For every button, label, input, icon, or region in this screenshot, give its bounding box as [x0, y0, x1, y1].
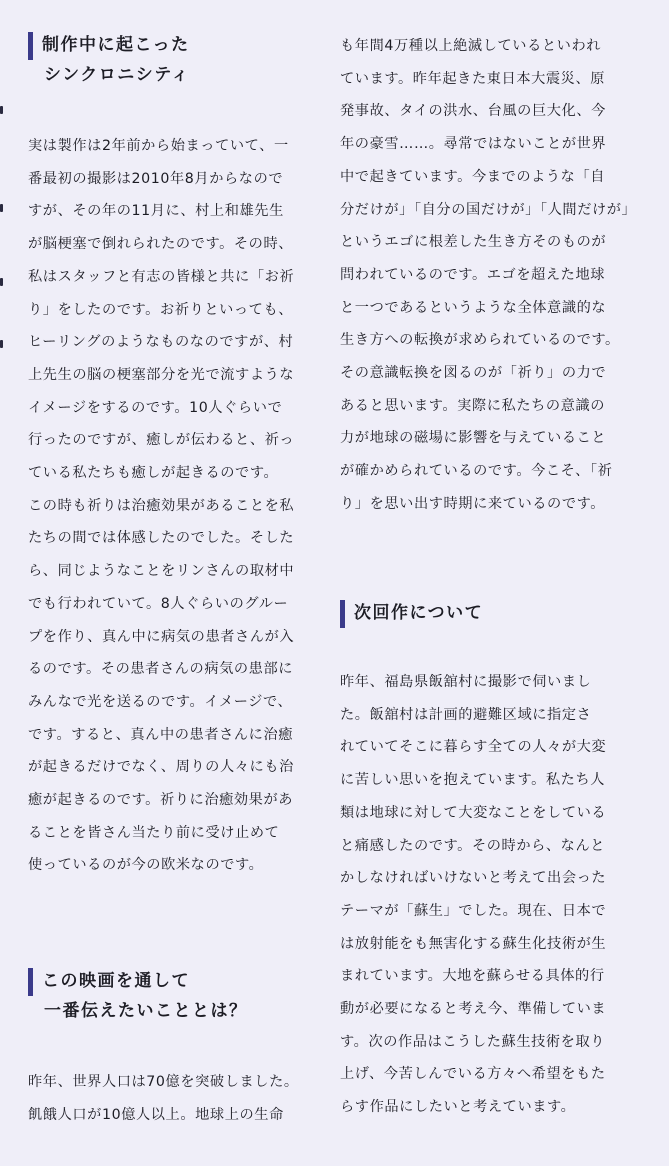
text-line: 発事故、タイの洪水、台風の巨大化、今	[340, 103, 606, 120]
text-line: です。すると、真ん中の患者さんに治癒	[28, 726, 294, 743]
edge-mark	[0, 278, 3, 286]
heading-line: 制作中に起こった	[42, 35, 190, 55]
text-line: 癒が起きるのです。祈りに治癒効果があ	[28, 792, 294, 809]
paragraph	[28, 1066, 328, 1131]
text-line: あると思います。実際に私たちの意識の	[340, 397, 606, 414]
paragraph	[340, 666, 640, 1124]
text-line: らす作品にしたいと考えています。	[340, 1099, 576, 1116]
text-line: は放射能をも無害化する蘇生化技術が生	[340, 935, 607, 952]
text-line: テーマが「蘇生」でした。現在、日本で	[340, 902, 607, 919]
text-line: ています。昨年起きた東日本大震災、原	[340, 70, 606, 87]
text-line: 年の豪雪……。尋常ではないことが世界	[340, 136, 607, 153]
text-line: 番最初の撮影は2010年8月からなので	[28, 170, 284, 187]
text-line: 飢餓人口が10億人以上。地球上の生命	[28, 1106, 284, 1123]
text-line: り」をしたのです。お祈りといっても、	[28, 301, 294, 318]
text-line: り」を思い出す時期に来ているのです。	[340, 495, 606, 512]
text-line: たちの間では体感したのでした。そした	[28, 530, 295, 547]
text-line: 動が必要になると考え今、準備していま	[340, 1001, 607, 1018]
edge-mark	[0, 340, 3, 348]
text-line: 力が地球の磁場に影響を与えていること	[340, 430, 607, 447]
text-line: ている私たちも癒しが起きるのです。	[28, 465, 279, 482]
text-line: その意識転換を図るのが「祈り」の力で	[340, 365, 607, 382]
heading-line: 次回作について	[354, 603, 484, 623]
text-line: が起きるだけでなく、周りの人々にも治	[28, 759, 294, 776]
text-line: 行ったのですが、癒しが伝わると、祈っ	[28, 432, 295, 449]
text-line: というエゴに根差した生き方そのものが	[340, 234, 607, 251]
text-line: るのです。その患者さんの病気の患部に	[28, 661, 294, 678]
heading-bar	[28, 968, 33, 996]
text-line: みんなで光を送るのです。イメージで、	[28, 693, 293, 710]
text-line: 使っているのが今の欧米なのです。	[28, 857, 264, 874]
text-line: 類は地球に対して大変なことをしている	[340, 804, 607, 821]
text-line: と痛感したのです。その時から、なんと	[340, 837, 606, 854]
text-line: 生き方への転換が求められているのです。	[340, 332, 620, 349]
text-line: も年間4万種以上絶滅しているといわれ	[340, 38, 602, 54]
text-line: 上先生の脳の梗塞部分を光で流すような	[28, 366, 295, 383]
text-line: かしなければいけないと考えて出会った	[340, 870, 607, 887]
text-line: 実は製作は2年前から始まっていて、一	[28, 138, 289, 154]
paragraph	[28, 130, 328, 882]
text-line: と一つであるというような全体意識的な	[340, 299, 607, 316]
text-line: すが、その年の11月に、村上和雄先生	[28, 203, 284, 220]
text-line: れていてそこに暮らす全ての人々が大変	[340, 739, 607, 756]
paragraph-continuation	[340, 30, 640, 521]
text-line: まれています。大地を蘇らせる具体的行	[340, 968, 605, 985]
text-line: 中で起きています。今までのような「自	[340, 168, 606, 185]
text-line: 上げ、今苦しんでいる方々へ希望をもた	[340, 1066, 606, 1083]
section-heading-synchronicity	[28, 30, 328, 94]
text-line: が確かめられているのです。今こそ、「祈	[340, 463, 613, 480]
section-heading-message	[28, 966, 328, 1030]
text-line: ることを皆さん当たり前に受け止めて	[28, 824, 280, 841]
text-line: この時も祈りは治癒効果があることを私	[28, 497, 295, 514]
heading-line: シンクロニシティ	[44, 65, 190, 85]
text-line: に苦しい思いを抱えています。私たち人	[340, 772, 606, 789]
edge-mark	[0, 204, 3, 212]
text-line: 私はスタッフと有志の皆様と共に「お祈	[28, 268, 295, 285]
text-line: でも行われていて。8人ぐらいのグルー	[28, 595, 289, 612]
heading-bar	[340, 600, 345, 628]
text-line: た。飯舘村は計画的避難区域に指定さ	[340, 706, 592, 723]
text-line: 昨年、世界人口は70億を突破しました。	[28, 1074, 299, 1090]
text-line: 昨年、福島県飯舘村に撮影で伺いまし	[340, 674, 592, 690]
heading-line: この映画を通して	[42, 971, 190, 991]
text-line: す。次の作品はこうした蘇生技術を取り	[340, 1033, 606, 1050]
text-line: ら、同じようなことをリンさんの取材中	[28, 563, 295, 580]
text-line: が脳梗塞で倒れられたのです。その時、	[28, 236, 294, 253]
heading-line: 一番伝えたいこととは？	[44, 1001, 248, 1021]
heading-bar	[28, 32, 33, 60]
edge-mark	[0, 106, 3, 114]
section-heading-next-work	[340, 598, 640, 630]
text-line: 問われているのです。エゴを超えた地球	[340, 266, 606, 283]
text-line: プを作り、真ん中に病気の患者さんが入	[28, 628, 295, 645]
text-line: ヒーリングのようなものなのですが、村	[28, 334, 294, 351]
text-line: イメージをするのです。10人ぐらいで	[28, 399, 283, 416]
text-line: 分だけが」「自分の国だけが」「人間だけが」	[340, 201, 637, 218]
